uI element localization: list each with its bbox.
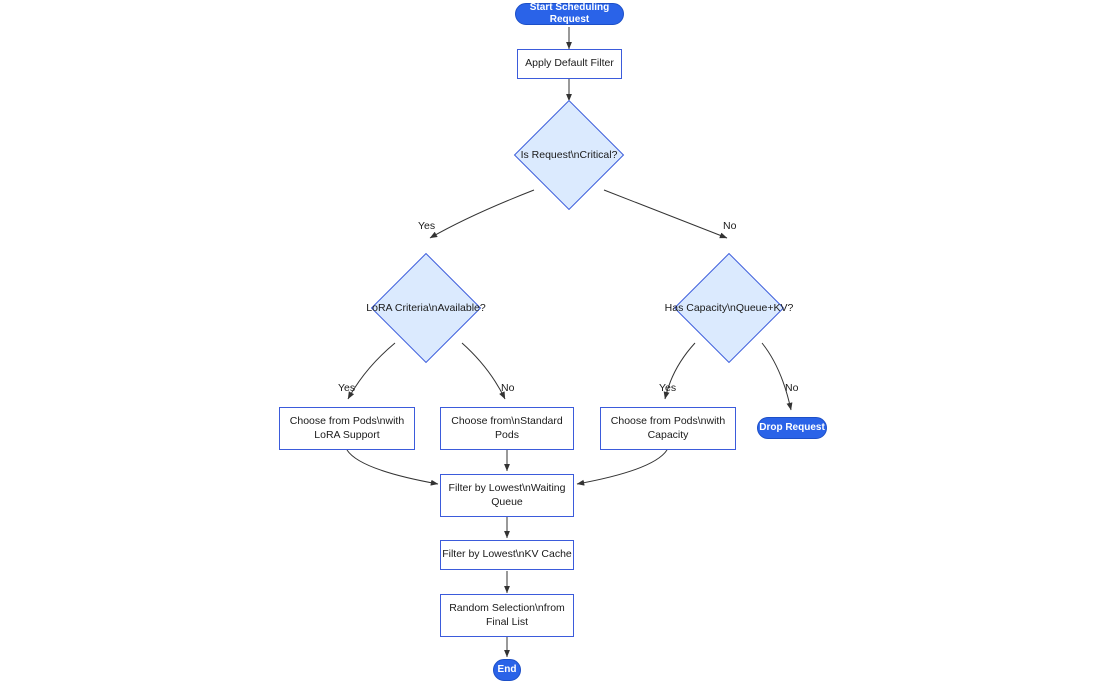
edge-lora-standardpods bbox=[462, 343, 505, 399]
node-start[interactable] bbox=[515, 3, 624, 25]
node-choose-capacity-pods[interactable] bbox=[600, 407, 736, 450]
node-is-request-critical-label: Is Request\nCritical? bbox=[520, 149, 618, 161]
edge-label-lora-no: No bbox=[501, 382, 515, 394]
node-choose-lora-pods-label: Choose from Pods\nwith LoRA Support bbox=[289, 415, 405, 441]
edge-label-critical-no: No bbox=[723, 220, 737, 232]
edge-lorapods-queue bbox=[347, 450, 438, 484]
edge-cappods-queue bbox=[577, 450, 667, 484]
node-filter-kv-cache[interactable] bbox=[440, 540, 574, 570]
node-filter-waiting-queue-label: Filter by Lowest\nWaiting Queue bbox=[448, 482, 566, 508]
node-lora-criteria-available-label: LoRA Criteria\nAvailable? bbox=[366, 302, 486, 314]
node-has-capacity[interactable] bbox=[664, 269, 794, 347]
edge-critical-capacity bbox=[604, 190, 727, 238]
edge-label-lora-yes: Yes bbox=[338, 382, 356, 394]
node-choose-standard-pods[interactable] bbox=[440, 407, 574, 450]
node-choose-lora-pods[interactable] bbox=[279, 407, 415, 450]
edge-capacity-drop bbox=[762, 343, 791, 410]
edge-label-capacity-yes: Yes bbox=[659, 382, 677, 394]
node-random-selection[interactable] bbox=[440, 594, 574, 637]
node-filter-kv-cache-label: Filter by Lowest\nKV Cache bbox=[442, 548, 572, 561]
node-start-label: Start Scheduling Request bbox=[529, 1, 610, 25]
node-is-request-critical[interactable] bbox=[520, 116, 618, 194]
node-drop-request[interactable] bbox=[757, 417, 827, 439]
edge-critical-lora bbox=[430, 190, 534, 238]
node-choose-standard-pods-label: Choose from\nStandard Pods bbox=[451, 415, 563, 441]
edge-label-capacity-no: No bbox=[785, 382, 799, 394]
node-end-label: End bbox=[497, 663, 517, 675]
node-apply-default-filter[interactable] bbox=[517, 49, 622, 79]
node-drop-request-label: Drop Request bbox=[759, 421, 825, 433]
node-lora-criteria-available[interactable] bbox=[366, 269, 486, 347]
node-choose-capacity-pods-label: Choose from Pods\nwith Capacity bbox=[610, 415, 726, 441]
node-end[interactable] bbox=[493, 659, 521, 681]
edge-label-critical-yes: Yes bbox=[418, 220, 436, 232]
node-filter-waiting-queue[interactable] bbox=[440, 474, 574, 517]
node-random-selection-label: Random Selection\nfrom Final List bbox=[449, 602, 565, 628]
node-has-capacity-label: Has Capacity\nQueue+KV? bbox=[664, 302, 794, 314]
node-apply-default-filter-label: Apply Default Filter bbox=[525, 57, 614, 70]
